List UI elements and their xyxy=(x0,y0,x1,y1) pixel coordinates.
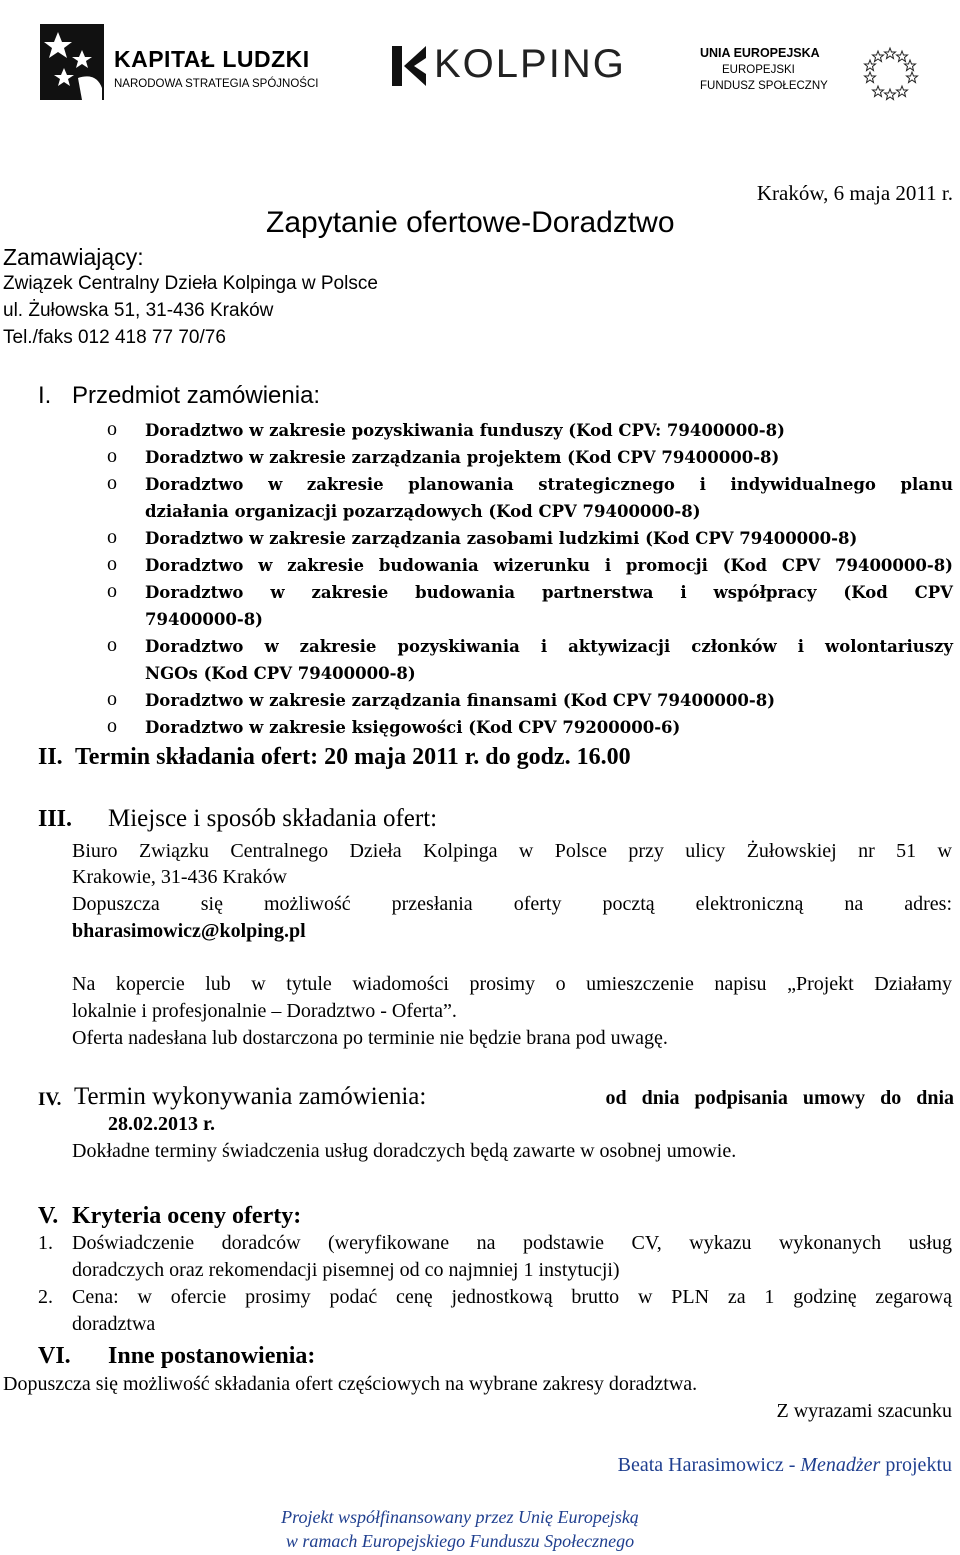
section-3-address-line1: Biuro Związku Centralnego Dzieła Kolpinga w Polsce przy ulicy Żułowskiej nr 51 w xyxy=(72,840,952,862)
signer-name: Beata Harasimowicz - xyxy=(617,1454,801,1476)
logo-kapital-ludzki xyxy=(38,22,338,102)
logo-ue xyxy=(700,42,940,102)
section-1-item-5-line-1: Doradztwo w zakresie budowania wizerunku i promocji (Kod CPV 79400000-8) xyxy=(145,556,953,575)
section-4-number: IV. xyxy=(38,1089,62,1110)
signer-role: Menadżer xyxy=(800,1454,881,1476)
section-1-number: I. xyxy=(38,382,52,409)
list-bullet: o xyxy=(107,580,117,602)
signature xyxy=(618,1452,952,1479)
section-5-item-1-num: 1. xyxy=(38,1232,53,1254)
section-1-item-1-line-1: Doradztwo w zakresie pozyskiwania funduszy (Kod CPV: 79400000-8) xyxy=(145,421,785,440)
ue-line2: EUROPEJSKI xyxy=(722,64,795,76)
section-5-item-1-line2: doradczych oraz rekomendacji pisemnej od co najmniej 1 instytucji) xyxy=(72,1259,620,1281)
section-5-item-2-num: 2. xyxy=(38,1286,53,1308)
section-2-number: II. xyxy=(38,744,63,770)
logo-kolping xyxy=(390,40,630,90)
section-1-item-6-line-1: Doradztwo w zakresie budowania partnerstwa i współpracy (Kod CPV xyxy=(145,583,953,602)
section-6-text: Dopuszcza się możliwość składania ofert częściowych na wybrane zakresy doradztwa. xyxy=(3,1373,698,1395)
ue-line1: UNIA EUROPEJSKA xyxy=(700,46,820,60)
section-1-title: Przedmiot zamówienia: xyxy=(72,382,321,409)
section-3-email-text: Dopuszcza się możliwość przesłania oferty pocztą elektroniczną na adres: xyxy=(72,893,952,915)
list-bullet: o xyxy=(107,445,117,467)
section-3-number: III. xyxy=(38,806,73,832)
section-5-item-2-line1: Cena: w ofercie prosimy podać cenę jednostkową brutto w PLN za 1 godzinę zegarową xyxy=(72,1286,952,1308)
document-title: Zapytanie ofertowe-Doradztwo xyxy=(266,206,675,239)
buyer-phone: Tel./faks 012 418 77 70/76 xyxy=(3,327,226,348)
section-1-item-3-line-1: Doradztwo w zakresie planowania strategicznego i indywidualnego planu xyxy=(145,475,953,494)
section-3-note-line1: Na kopercie lub w tytule wiadomości prosimy o umieszczenie napisu „Projekt Działamy xyxy=(72,973,952,995)
footer-line1: Projekt współfinansowany przez Unię Europejską xyxy=(281,1507,639,1527)
section-5-item-2-line2: doradztwa xyxy=(72,1313,156,1335)
list-bullet: o xyxy=(107,418,117,440)
kolping-k-icon xyxy=(390,44,430,88)
section-5-item-1-line1: Doświadczenie doradców (weryfikowane na podstawie CV, wykazu wykonanych usług xyxy=(72,1232,952,1254)
section-4-date: 28.02.2013 r. xyxy=(108,1113,216,1135)
buyer-address: ul. Żułowska 51, 31-436 Kraków xyxy=(3,300,274,321)
section-1-item-7-line-1: Doradztwo w zakresie pozyskiwania i aktywizacji członków i wolontariuszy xyxy=(145,637,953,656)
section-3-title: Miejsce i sposób składania ofert: xyxy=(108,805,438,832)
kolping-title: KOLPING xyxy=(434,42,626,86)
closing-regards: Z wyrazami szacunku xyxy=(776,1400,952,1422)
list-bullet: o xyxy=(107,472,117,494)
ue-line3: FUNDUSZ SPOŁECZNY xyxy=(700,80,828,92)
section-1-item-2-line-1: Doradztwo w zakresie zarządzania projektem (Kod CPV 79400000-8) xyxy=(145,448,780,467)
buyer-name: Związek Centralny Dzieła Kolpinga w Polsce xyxy=(3,273,378,294)
section-4-title: Termin wykonywania zamówienia: xyxy=(74,1083,427,1110)
list-bullet: o xyxy=(107,688,117,710)
section-1-item-6-line-2: 79400000-8) xyxy=(145,610,263,629)
footer-line2: w ramach Europejskiego Funduszu Społecznego xyxy=(285,1531,635,1551)
section-4-rest: od dnia podpisania umowy do dnia xyxy=(605,1087,954,1109)
section-3-late-note: Oferta nadesłana lub dostarczona po terminie nie będzie brana pod uwagę. xyxy=(72,1027,668,1049)
list-bullet: o xyxy=(107,715,117,737)
section-4-heading-line xyxy=(74,1082,954,1112)
section-1-item-7-line-2: NGOs (Kod CPV 79400000-8) xyxy=(145,664,416,683)
section-2-title: Termin składania ofert: 20 maja 2011 r. do godz. 16.00 xyxy=(75,744,631,770)
signer-suffix: projektu xyxy=(880,1454,952,1476)
eu-flag-icon xyxy=(850,42,930,102)
buyer-label: Zamawiający: xyxy=(3,244,144,270)
kapital-ludzki-subtitle: NARODOWA STRATEGIA SPÓJNOŚCI xyxy=(114,78,319,90)
list-bullet: o xyxy=(107,553,117,575)
list-bullet: o xyxy=(107,634,117,656)
kapital-ludzki-emblem-icon xyxy=(38,22,106,102)
section-5-title: Kryteria oceny oferty: xyxy=(72,1203,302,1229)
list-bullet: o xyxy=(107,526,117,548)
section-4-detail: Dokładne terminy świadczenia usług doradczych będą zawarte w osobnej umowie. xyxy=(72,1140,737,1162)
kapital-ludzki-title: KAPITAŁ LUDZKI xyxy=(114,46,310,72)
section-1-item-3-line-2: działania organizacji pozarządowych (Kod CPV 79400000-8) xyxy=(145,502,701,521)
document-date: Kraków, 6 maja 2011 r. xyxy=(756,181,953,205)
section-6-number: VI. xyxy=(38,1343,71,1369)
section-1-item-9-line-1: Doradztwo w zakresie księgowości (Kod CPV 79200000-6) xyxy=(145,718,681,737)
section-5-number: V. xyxy=(38,1203,59,1229)
section-3-address-line2: Krakowie, 31-436 Kraków xyxy=(72,866,287,888)
section-6-title: Inne postanowienia: xyxy=(108,1343,316,1369)
section-1-item-4-line-1: Doradztwo w zakresie zarządzania zasobami ludzkimi (Kod CPV 79400000-8) xyxy=(145,529,858,548)
section-1-item-8-line-1: Doradztwo w zakresie zarządzania finansami (Kod CPV 79400000-8) xyxy=(145,691,775,710)
section-3-email[interactable]: bharasimowicz@kolping.pl xyxy=(72,920,306,942)
section-3-note-line2: lokalnie i profesjonalnie – Doradztwo - Oferta”. xyxy=(72,1000,457,1022)
